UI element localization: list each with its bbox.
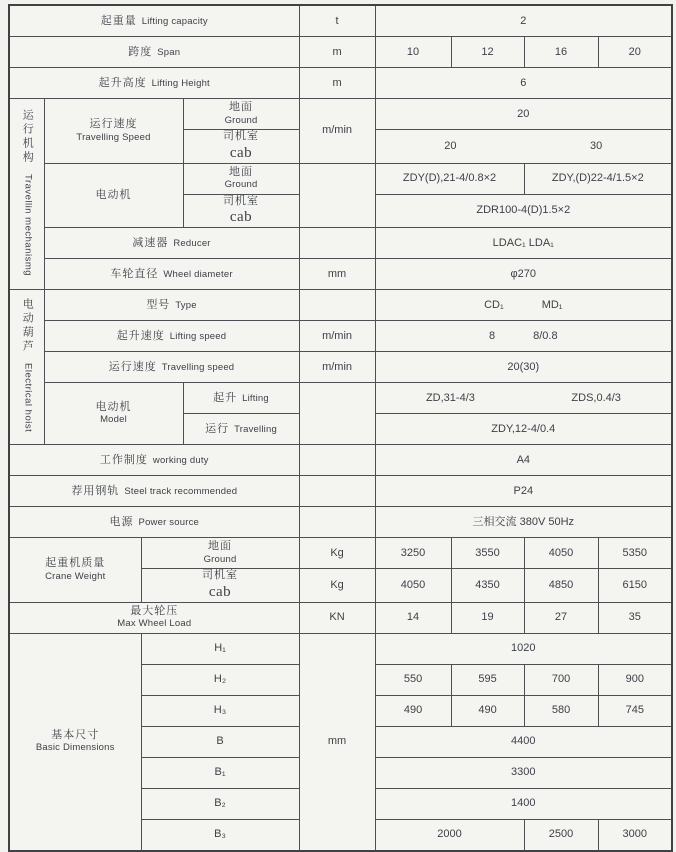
dim-h3-value: 580	[524, 695, 598, 726]
travel-speed-ground-label: 地面 Ground	[183, 99, 299, 130]
lifting-capacity-unit: t	[299, 5, 375, 37]
dim-b3-value-left: 2000	[375, 819, 524, 851]
span-value: 12	[451, 37, 524, 68]
max-wheel-load-value: 27	[524, 602, 598, 633]
hoist-travel-speed-label: 运行速度 Travelling speed	[44, 352, 299, 383]
travel-motor-ground-value-left: ZDY(D),21-4/0.8×2	[375, 163, 524, 194]
dim-b2-value: 1400	[375, 788, 672, 819]
row-hoist-lifting-speed	[9, 321, 672, 352]
dim-b-value: 4400	[375, 726, 672, 757]
travel-speed-unit: m/min	[299, 99, 375, 164]
crane-weight-ground-value: 3250	[375, 538, 451, 569]
reducer-value: LDAC₁ LDA₁	[375, 228, 672, 259]
row-span	[9, 37, 672, 68]
dim-b1-label: B₁	[141, 757, 299, 788]
spec-sheet	[8, 4, 673, 852]
crane-weight-cab-value: 6150	[598, 569, 672, 603]
lifting-capacity-label: 起重量 Lifting capacity	[9, 5, 299, 37]
max-wheel-load-value: 14	[375, 602, 451, 633]
travel-motor-cab-value: ZDR100-4(D)1.5×2	[375, 194, 672, 228]
lifting-capacity-value: 2	[375, 5, 672, 37]
max-wheel-load-unit: KN	[299, 602, 375, 633]
row-steel-track	[9, 476, 672, 507]
wheel-diameter-label: 车轮直径 Wheel diameter	[44, 259, 299, 290]
travel-motor-label: 电动机	[44, 163, 183, 228]
dim-b3-label: B₃	[141, 819, 299, 851]
section-travelling-mechanism: 运行机构Travellin mechanismg	[9, 99, 44, 290]
row-power-source	[9, 507, 672, 538]
row-travel-speed-ground	[9, 99, 672, 130]
wheel-diameter-value: φ270	[375, 259, 672, 290]
steel-track-value: P24	[375, 476, 672, 507]
hoist-lifting-speed-unit: m/min	[299, 321, 375, 352]
row-lifting-height	[9, 68, 672, 99]
row-hoist-travel-speed	[9, 352, 672, 383]
reducer-label: 减速器 Reducer	[44, 228, 299, 259]
hoist-motor-unit	[299, 383, 375, 445]
hoist-lifting-speed-label: 起升速度 Lifting speed	[44, 321, 299, 352]
travel-speed-cab-label: 司机室 cab	[183, 130, 299, 164]
row-lifting-capacity	[9, 5, 672, 37]
dim-b3-value-mid: 2500	[524, 819, 598, 851]
crane-weight-label: 起重机质量 Crane Weight	[9, 538, 141, 603]
dim-h3-value: 745	[598, 695, 672, 726]
span-value: 16	[524, 37, 598, 68]
row-reducer	[9, 228, 672, 259]
section-electrical-hoist: 电动葫芦Electrical hoist	[9, 290, 44, 445]
lifting-height-label: 起升高度 Lifting Height	[9, 68, 299, 99]
travel-motor-unit	[299, 163, 375, 228]
dim-h2-value: 550	[375, 664, 451, 695]
row-wheel-diameter	[9, 259, 672, 290]
crane-weight-cab-value: 4050	[375, 569, 451, 603]
crane-weight-cab-label: 司机室 cab	[141, 569, 299, 603]
travel-speed-cab-value: 20 30	[375, 130, 672, 164]
crane-spec-table	[8, 4, 673, 852]
row-dim-h1	[9, 633, 672, 664]
steel-track-unit	[299, 476, 375, 507]
hoist-motor-lifting-value: ZD,31-4/3 ZDS,0.4/3	[375, 383, 672, 414]
hoist-travel-speed-unit: m/min	[299, 352, 375, 383]
hoist-type-label: 型号 Type	[44, 290, 299, 321]
row-hoist-motor-lifting	[9, 383, 672, 414]
row-hoist-type	[9, 290, 672, 321]
hoist-lifting-speed-value: 8 8/0.8	[375, 321, 672, 352]
working-duty-unit	[299, 445, 375, 476]
power-source-unit	[299, 507, 375, 538]
row-travel-motor-ground	[9, 163, 672, 194]
basic-dimensions-unit: mm	[299, 633, 375, 851]
hoist-travel-speed-value: 20(30)	[375, 352, 672, 383]
wheel-diameter-unit: mm	[299, 259, 375, 290]
lifting-height-value: 6	[375, 68, 672, 99]
max-wheel-load-label: 最大轮压 Max Wheel Load	[9, 602, 299, 633]
travel-speed-ground-value: 20	[375, 99, 672, 130]
lifting-height-unit: m	[299, 68, 375, 99]
dim-h1-label: H₁	[141, 633, 299, 664]
travel-motor-cab-label: 司机室 cab	[183, 194, 299, 228]
crane-weight-ground-value: 3550	[451, 538, 524, 569]
crane-weight-ground-value: 4050	[524, 538, 598, 569]
hoist-type-value: CD₁ MD₁	[375, 290, 672, 321]
row-working-duty	[9, 445, 672, 476]
travel-motor-ground-label: 地面 Ground	[183, 163, 299, 194]
row-crane-weight-ground	[9, 538, 672, 569]
hoist-motor-travelling-label: 运行 Travelling	[183, 414, 299, 445]
crane-weight-cab-value: 4850	[524, 569, 598, 603]
reducer-unit	[299, 228, 375, 259]
row-max-wheel-load	[9, 602, 672, 633]
dim-h1-value: 1020	[375, 633, 672, 664]
power-source-value: 三相交流 380V 50Hz	[375, 507, 672, 538]
span-label: 跨度 Span	[9, 37, 299, 68]
dim-b3-value-right: 3000	[598, 819, 672, 851]
max-wheel-load-value: 35	[598, 602, 672, 633]
travel-speed-label: 运行速度 Travelling Speed	[44, 99, 183, 164]
span-value: 20	[598, 37, 672, 68]
crane-weight-ground-label: 地面 Ground	[141, 538, 299, 569]
hoist-motor-lifting-label: 起升 Lifting	[183, 383, 299, 414]
crane-weight-ground-value: 5350	[598, 538, 672, 569]
max-wheel-load-value: 19	[451, 602, 524, 633]
working-duty-label: 工作制度 working duty	[9, 445, 299, 476]
dim-h2-label: H₂	[141, 664, 299, 695]
steel-track-label: 荐用钢轨 Steel track recommended	[9, 476, 299, 507]
dim-b-label: B	[141, 726, 299, 757]
span-unit: m	[299, 37, 375, 68]
crane-weight-ground-unit: Kg	[299, 538, 375, 569]
basic-dimensions-label: 基本尺寸 Basic Dimensions	[9, 633, 141, 851]
working-duty-value: A4	[375, 445, 672, 476]
travel-motor-ground-value-right: ZDY,(D)22-4/1.5×2	[524, 163, 672, 194]
power-source-label: 电源 Power source	[9, 507, 299, 538]
hoist-type-unit	[299, 290, 375, 321]
dim-h2-value: 900	[598, 664, 672, 695]
dim-h2-value: 595	[451, 664, 524, 695]
dim-h3-value: 490	[451, 695, 524, 726]
span-value: 10	[375, 37, 451, 68]
dim-h2-value: 700	[524, 664, 598, 695]
hoist-motor-travelling-value: ZDY,12-4/0.4	[375, 414, 672, 445]
dim-b1-value: 3300	[375, 757, 672, 788]
dim-h3-value: 490	[375, 695, 451, 726]
dim-b2-label: B₂	[141, 788, 299, 819]
crane-weight-cab-value: 4350	[451, 569, 524, 603]
dim-h3-label: H₃	[141, 695, 299, 726]
crane-weight-cab-unit: Kg	[299, 569, 375, 603]
hoist-motor-label: 电动机 Model	[44, 383, 183, 445]
